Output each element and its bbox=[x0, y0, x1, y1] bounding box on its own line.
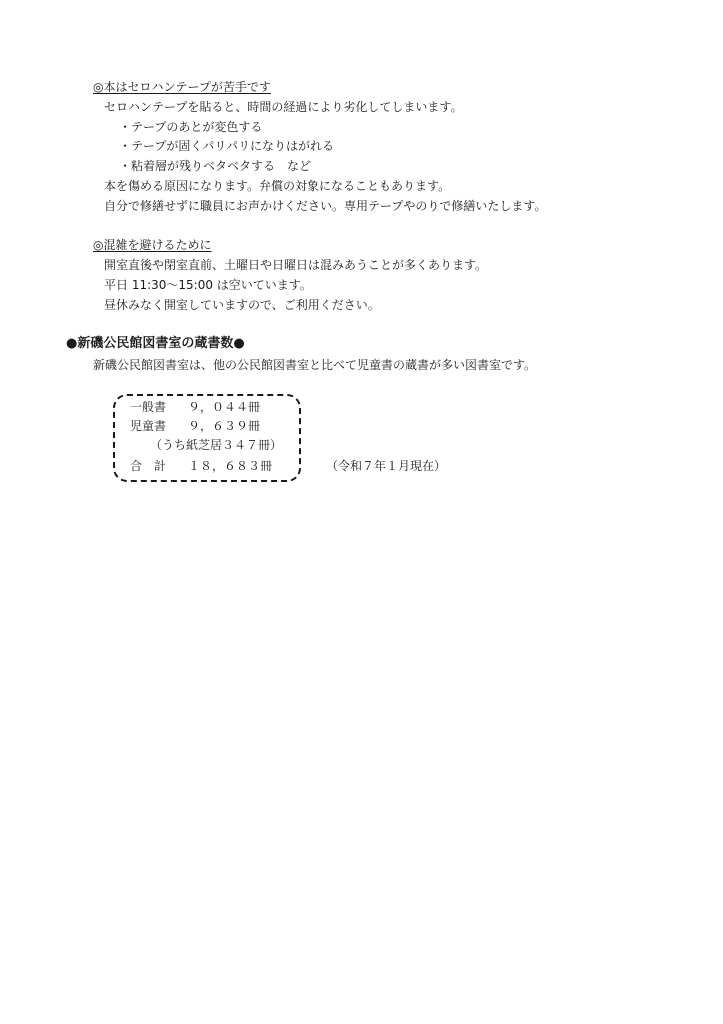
as-of-date: （令和７年１月現在） bbox=[326, 459, 447, 473]
count-row-general bbox=[130, 399, 260, 415]
tape-heading: ◎本はセロハンテープが苦手です bbox=[93, 80, 271, 94]
collection-title: ●新磯公民館図書室の蔵書数● bbox=[66, 336, 245, 351]
crowd-heading: ◎混雑を避けるために bbox=[93, 238, 212, 252]
count-value: ９，６３９冊 bbox=[188, 419, 261, 433]
tape-bullet-2: ・テープが固くパリパリになりはがれる bbox=[119, 139, 335, 153]
count-sub-kamishibai: （うち紙芝居３４７冊） bbox=[150, 438, 283, 452]
tape-bullet-3: ・粘着層が残りベタベタする など bbox=[119, 159, 312, 173]
crowd-line-1: 開室直後や閉室直前、土曜日や日曜日は混みあうことが多くあります。 bbox=[104, 258, 488, 272]
tape-intro: セロハンテープを貼ると、時間の経過により劣化してしまいます。 bbox=[104, 100, 463, 114]
tape-note-1: 本を傷める原因になります。弁償の対象になることもあります。 bbox=[104, 179, 451, 193]
tape-note-2: 自分で修繕せずに職員にお声かけください。専用テープやのりで修繕いたします。 bbox=[104, 199, 547, 213]
count-total-label: 合 計 bbox=[130, 459, 167, 473]
crowd-line-2: 平日 11:30～15:00 は空いています。 bbox=[104, 278, 312, 292]
crowd-line-3: 昼休みなく開室していますので、ご利用ください。 bbox=[104, 298, 380, 312]
count-label: 児童書 bbox=[130, 419, 167, 433]
collection-description: 新磯公民館図書室は、他の公民館図書室と比べて児童書の蔵書が多い図書室です。 bbox=[93, 358, 537, 372]
tape-bullet-1: ・テープのあとが変色する bbox=[119, 120, 263, 134]
count-label: 一般書 bbox=[130, 400, 167, 414]
count-value: ９，０４４冊 bbox=[188, 400, 261, 414]
count-total-value: １８，６８３冊 bbox=[188, 459, 273, 473]
count-row-total bbox=[130, 458, 272, 474]
count-row-children bbox=[130, 418, 260, 434]
